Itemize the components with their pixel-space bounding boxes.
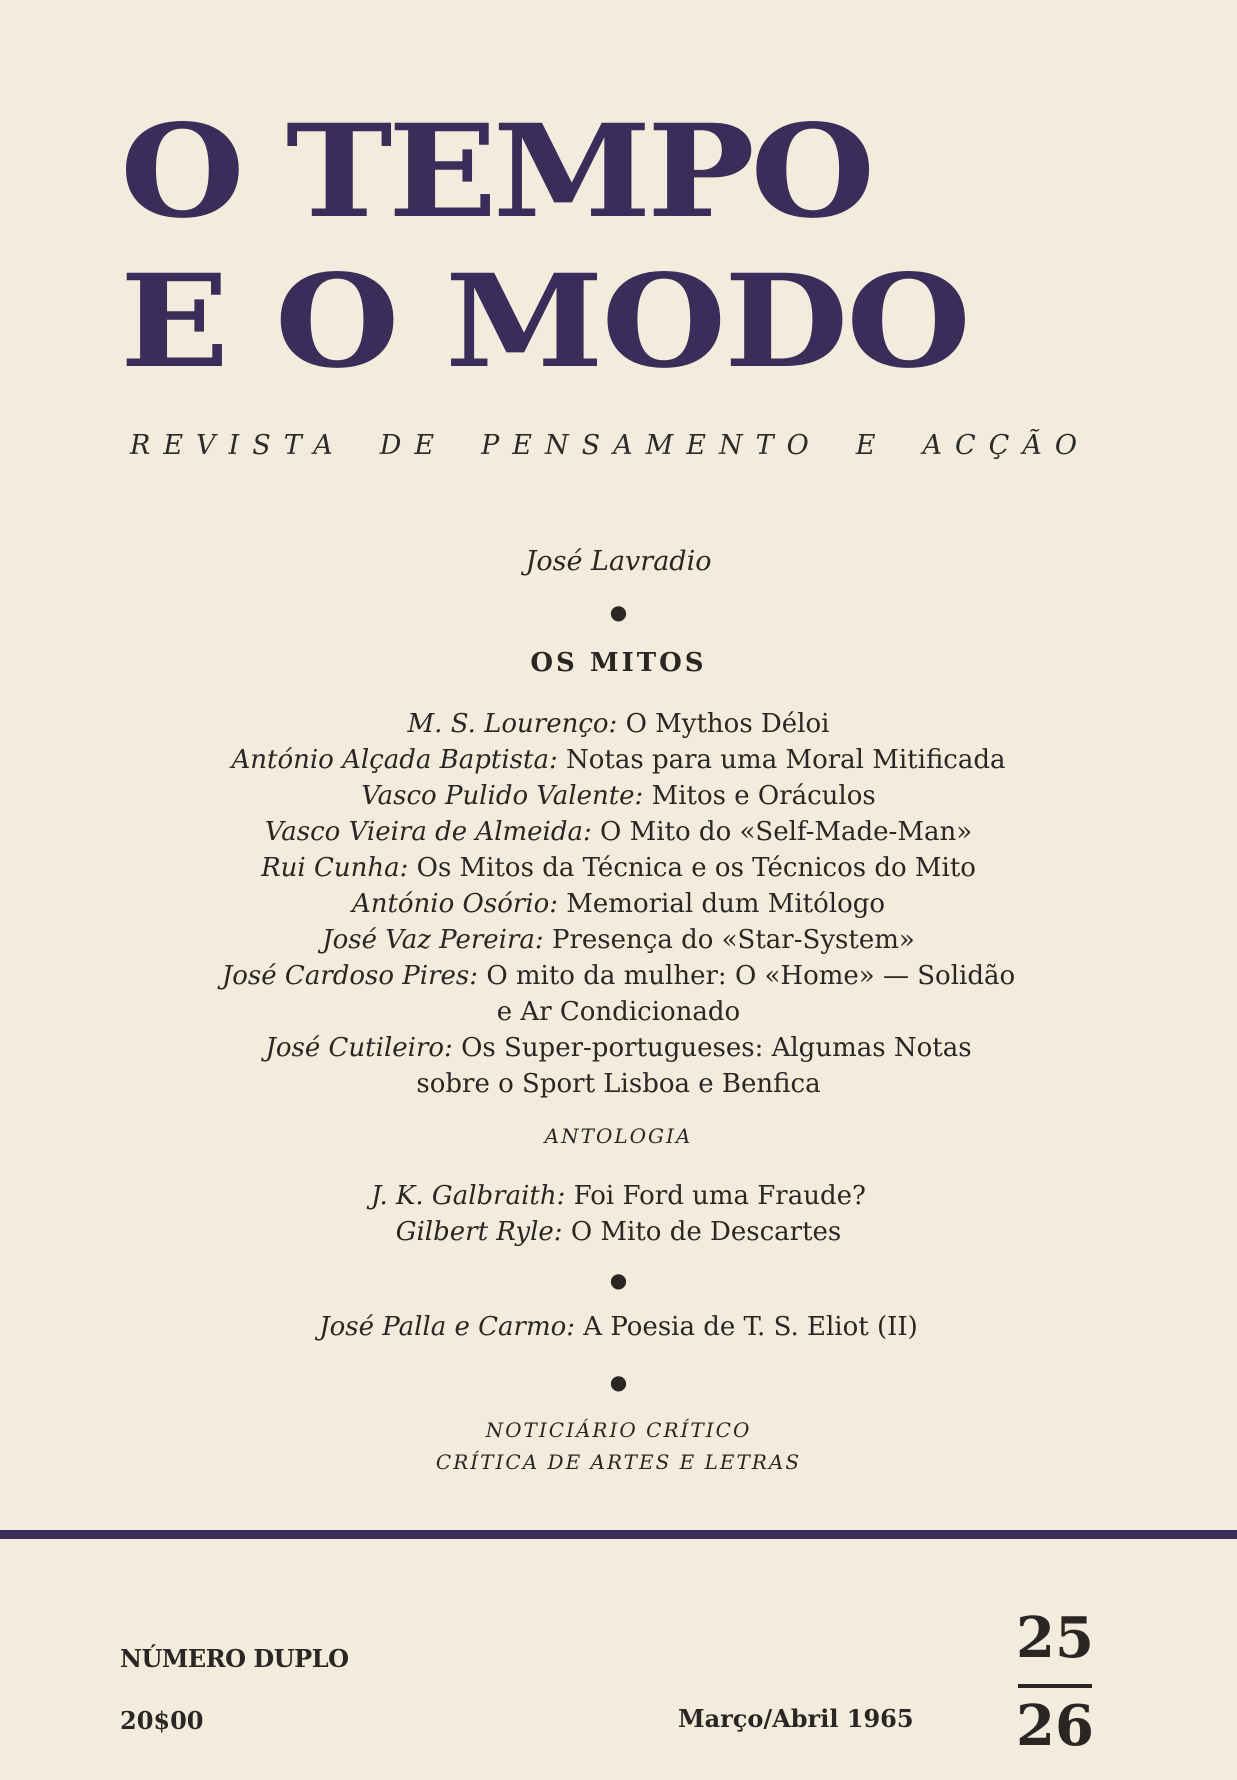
issue-number-divider [1018,1684,1092,1688]
subtitle-word: ACÇÃO [922,430,1090,461]
subtitle-word: DE [379,430,448,461]
masthead-line-2: E O MODO [120,247,969,397]
toc-title-continuation: sobre o Sport Lisboa e Benfica [416,1069,821,1099]
toc-author: José Palla e Carmo: [319,1312,576,1342]
noticiario-line: CRÍTICA DE ARTES E LETRAS [435,1450,802,1474]
toc-title: Memorial dum Mitólogo [566,889,886,919]
masthead-line-1: O TEMPO [120,97,871,247]
issue-number-top: 25 [1016,1605,1094,1671]
toc-entry [0,886,1237,922]
toc-author: José Vaz Pereira: [322,925,544,955]
toc-entry [0,850,1237,886]
toc-entry [0,778,1237,814]
toc-title: A Poesia de T. S. Eliot (II) [583,1312,918,1342]
toc-title: Os Mitos da Técnica e os Técnicos do Mito [416,853,976,883]
toc-author: António Osório: [351,889,559,919]
subtitle [130,430,1090,461]
footer-rule [0,1530,1237,1539]
toc-entry [0,1030,1237,1066]
toc-title: Presença do «Star-System» [551,925,915,955]
toc-author: Rui Cunha: [261,853,409,883]
extra-entry [0,1312,1237,1342]
toc-title: O mito da mulher: O «Home» — Solidão [486,961,1016,991]
subtitle-word: REVISTA [130,430,346,461]
toc-author: J. K. Galbraith: [371,1181,566,1211]
bullet-separator: ● [609,1268,628,1292]
table-of-contents [0,706,1237,1102]
toc-title-continuation: e Ar Condicionado [496,997,741,1027]
issue-date: Março/Abril 1965 [678,1704,914,1733]
toc-entry [0,706,1237,742]
noticiario-line: NOTICIÁRIO CRÍTICO [485,1418,752,1442]
toc-entry [0,958,1237,994]
antologia-list [0,1178,1237,1250]
toc-title: O Mito de Descartes [570,1217,842,1247]
subtitle-word: PENSAMENTO [481,430,822,461]
issue-number-bottom: 26 [1016,1693,1094,1759]
section-title: OS MITOS [530,648,707,678]
noticiario-block [0,1414,1237,1478]
toc-author: Gilbert Ryle: [395,1217,563,1247]
antologia-heading: ANTOLOGIA [544,1124,693,1148]
price: 20$00 [120,1706,204,1735]
toc-author: José Cardoso Pires: [221,961,479,991]
subtitle-word: E [855,430,889,461]
toc-title: O Mito do «Self-Made-Man» [600,817,973,847]
lead-author: José Lavradio [525,546,712,577]
toc-entry [0,922,1237,958]
toc-author: José Cutileiro: [265,1033,453,1063]
toc-entry [0,742,1237,778]
toc-entry [0,1178,1237,1214]
bullet-separator: ● [609,600,628,624]
toc-author: Vasco Pulido Valente: [361,781,644,811]
issue-type: NÚMERO DUPLO [120,1644,349,1673]
toc-title: Notas para uma Moral Mitificada [566,745,1006,775]
toc-author: Vasco Vieira de Almeida: [264,817,592,847]
toc-title: Mitos e Oráculos [651,781,876,811]
bullet-separator: ● [609,1370,628,1394]
toc-author: M. S. Lourenço: [407,709,618,739]
toc-title: Os Super-portugueses: Algumas Notas [461,1033,972,1063]
toc-title: Foi Ford uma Fraude? [573,1181,866,1211]
toc-entry [0,814,1237,850]
toc-title: O Mythos Déloi [625,709,830,739]
toc-entry [0,1214,1237,1250]
toc-author: António Alçada Baptista: [231,745,558,775]
